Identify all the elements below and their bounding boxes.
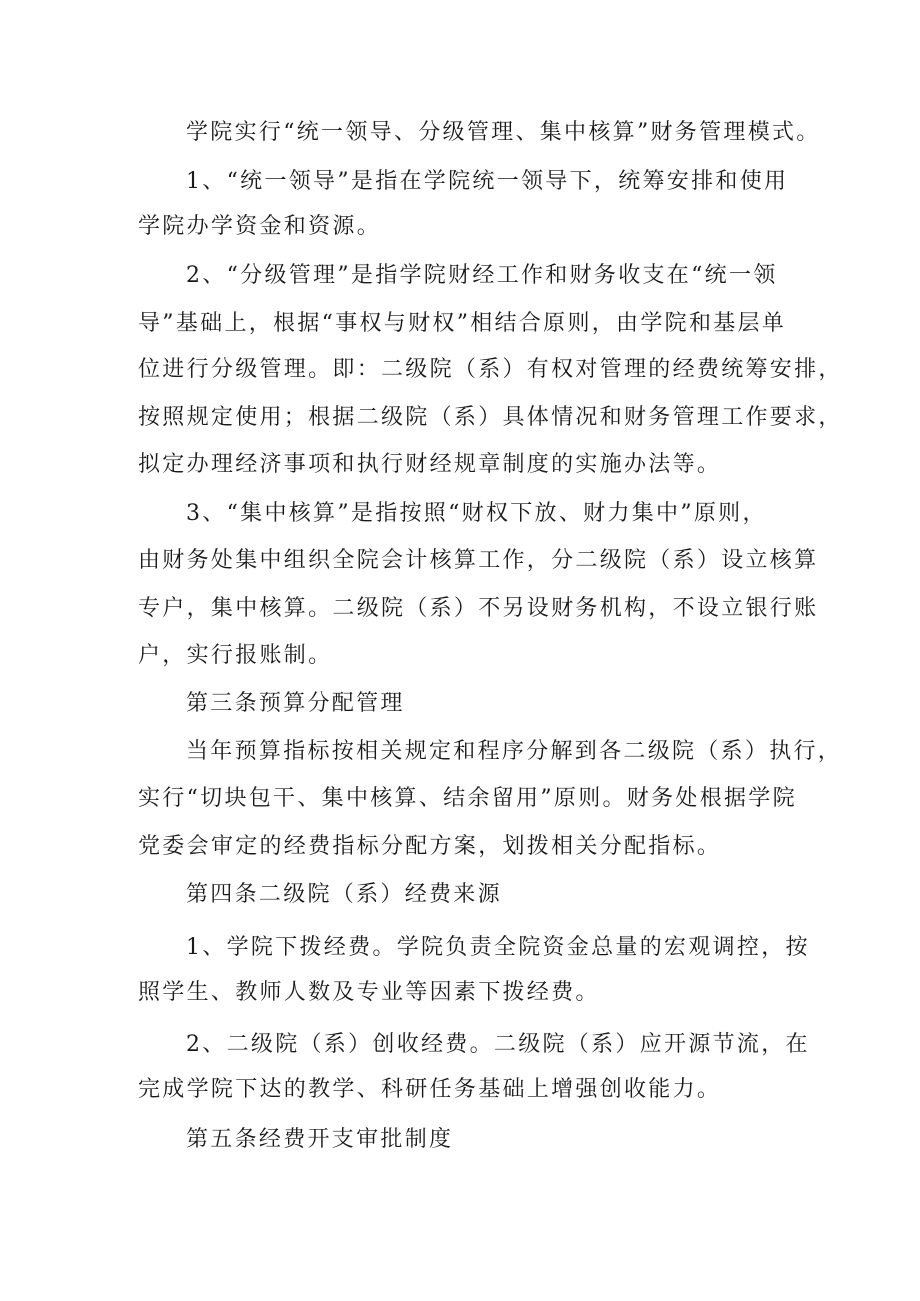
paragraph-line: 按照规定使用；根据二级院（系）具体情况和财务管理工作要求，: [138, 405, 843, 430]
paragraph-line: 1、“统一领导”是指在学院统一领导下，统筹安排和使用: [186, 169, 789, 194]
paragraph-line: 导”基础上，根据“事权与财权”相结合原则，由学院和基层单: [138, 311, 787, 336]
paragraph-line: 户，实行报账制。: [138, 643, 333, 668]
section-heading: 第五条经费开支审批制度: [186, 1127, 454, 1152]
paragraph-line: 完成学院下达的教学、科研任务基础上增强创收能力。: [138, 1077, 722, 1102]
paragraph-line: 拟定办理经济事项和执行财经规章制度的实施办法等。: [138, 452, 722, 477]
paragraph-line: 照学生、教师人数及专业等因素下拨经费。: [138, 980, 600, 1005]
paragraph-line: 实行“切块包干、集中核算、结余留用”原则。财务处根据学院: [138, 786, 797, 811]
section-heading: 第四条二级院（系）经费来源: [186, 882, 502, 907]
paragraph-line: 由财务处集中组织全院会计核算工作，分二级院（系）设立核算: [138, 548, 819, 573]
paragraph-line: 位进行分级管理。即：二级院（系）有权对管理的经费统筹安排，: [138, 357, 843, 382]
paragraph-line: 2、二级院（系）创收经费。二级院（系）应开源节流，在: [186, 1032, 810, 1057]
paragraph-line: 专户，集中核算。二级院（系）不另设财务机构，不设立银行账: [138, 596, 819, 621]
paragraph-line: 1、学院下拨经费。学院负责全院资金总量的宏观调控，按: [186, 935, 810, 960]
paragraph-line: 当年预算指标按相关规定和程序分解到各二级院（系）执行，: [186, 739, 843, 764]
paragraph-line: 2、“分级管理”是指学院财经工作和财务收支在“统一领: [186, 263, 778, 288]
paragraph-line: 学院实行“统一领导、分级管理、集中核算”财务管理模式。: [186, 120, 821, 145]
section-heading: 第三条预算分配管理: [186, 691, 405, 716]
paragraph-line: 党委会审定的经费指标分配方案，划拨相关分配指标。: [138, 834, 722, 859]
paragraph-line: 3、“集中核算”是指按照“财权下放、财力集中”原则，: [186, 501, 767, 526]
paragraph-line: 学院办学资金和资源。: [138, 214, 382, 239]
